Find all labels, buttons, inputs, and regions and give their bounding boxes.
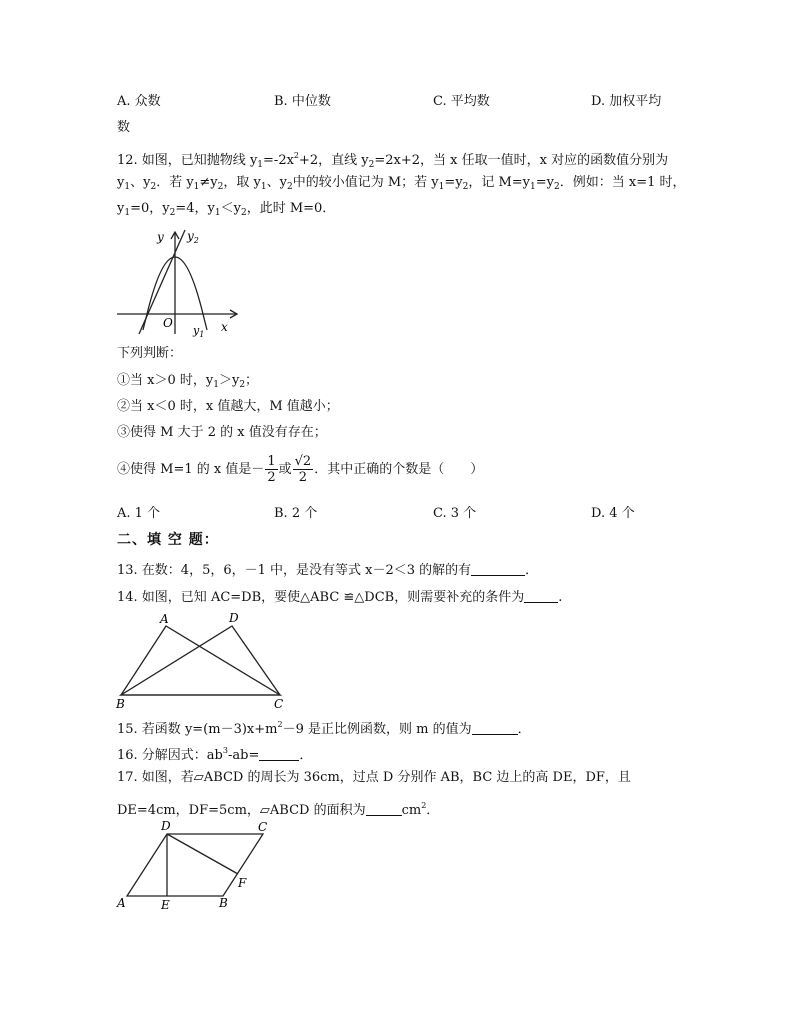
label-a: A [160,612,169,626]
q11-option-d: D. 加权平均 [591,94,662,109]
label-f: F [238,876,247,890]
q11-option-a: A. 众数 [117,94,161,109]
label-b: B [116,697,125,710]
label-d: D [229,611,239,625]
q16-answer-blank[interactable] [259,748,299,761]
q12-judge-title: 下列判断： [117,346,183,361]
q12-line-3: $y_1=0$，$y_2=4$，$y_1<y_2$，此时 M=0． [117,201,336,218]
q11-option-d-continued: 数 [117,120,131,135]
q17-line-1: 17. 如图，若▱ABCD 的周长为 36cm，过点 D 分别作 AB，BC 边上的高 DE，DF，且 [117,770,631,785]
label-a: A [117,896,126,910]
triangle-dbc [121,626,280,695]
label-y: y [157,230,164,244]
height-df [167,834,238,874]
q12-line-2: $y_1$、$y_2$．若 $y_1\ne y_2$，取 $y_1$、$y_2$中的较小值记为 M；若 $y_1=y_2$，记 $M=y_1=y_2$．例如：当 x=1 时， [117,175,686,192]
q13-answer-blank[interactable] [471,563,525,576]
q12-option-a: A. 1 个 [117,506,161,521]
q16-text: 16. 分解因式：$ab^3-ab=$ ． [117,746,313,763]
q17-parallelogram-figure [113,818,283,913]
q12-option-c: C. 3 个 [433,506,477,521]
q12-option-b: B. 2 个 [274,506,318,521]
label-y2: $y_2$ [187,229,199,245]
label-origin: O [163,316,173,330]
q12-option-d: D. 4 个 [591,506,635,521]
q15-answer-blank[interactable] [472,722,518,735]
label-c: C [258,820,268,834]
label-y1: $y_1$ [193,324,205,339]
q11-option-c: C. 平均数 [433,94,490,109]
q17-line-2: DE=4cm，DF=5cm，▱ABCD 的面积为 $cm^2$． [117,801,440,818]
fraction-root2-over-2: $\frac{√2}{2}$ [294,454,312,485]
label-e: E [161,898,170,912]
q12-judgment-3: ③使得 M 大于 2 的 x 值没有存在； [117,425,327,440]
q14-triangle-figure [112,610,292,710]
label-x: x [221,320,228,334]
q12-judgment-4: ④使得 M=1 的 x 值是－ $\frac{1}{2}$ 或 $\frac{√2}{2}$ ．其中正确的个数是（ ） [117,454,484,485]
q11-option-b: B. 中位数 [274,94,331,109]
q12-parabola-figure [113,226,243,340]
label-c: C [274,697,284,710]
line-y2 [139,230,185,334]
fraction-one-half: $\frac{1}{2}$ [267,454,276,485]
q13-text: 13. 在数：4，5，6，－1 中，是没有等式 x－2＜3 的解的有 ． [117,563,539,578]
q14-text: 14. 如图，已知 AC=DB，要使△ABC ≌△DCB，则需要补充的条件为 . [117,590,563,605]
q12-judgment-2: ②当 x＜0 时，x 值越大，M 值越小； [117,399,339,414]
q15-text: 15. 若函数 $y=(m-3)x+m^2-9$ 是正比例函数，则 m 的值为 ． [117,720,531,737]
q12-judgment-1: ①当 x＞0 时，$y_1>y_2$； [117,373,259,390]
parabola-y1 [147,257,207,330]
section-fill-in-title: 二、填 空 题： [117,532,219,548]
label-d: D [161,819,171,833]
q14-answer-blank[interactable] [524,590,558,603]
q17-answer-blank[interactable] [366,803,402,816]
q12-line-1: 12. 如图，已知抛物线 $y_1=-2x^2+2$，直线 $y_2=2x+2$，当 x 任取一值时，x 对应的函数值分别为 [117,151,669,170]
label-b: B [219,896,228,910]
